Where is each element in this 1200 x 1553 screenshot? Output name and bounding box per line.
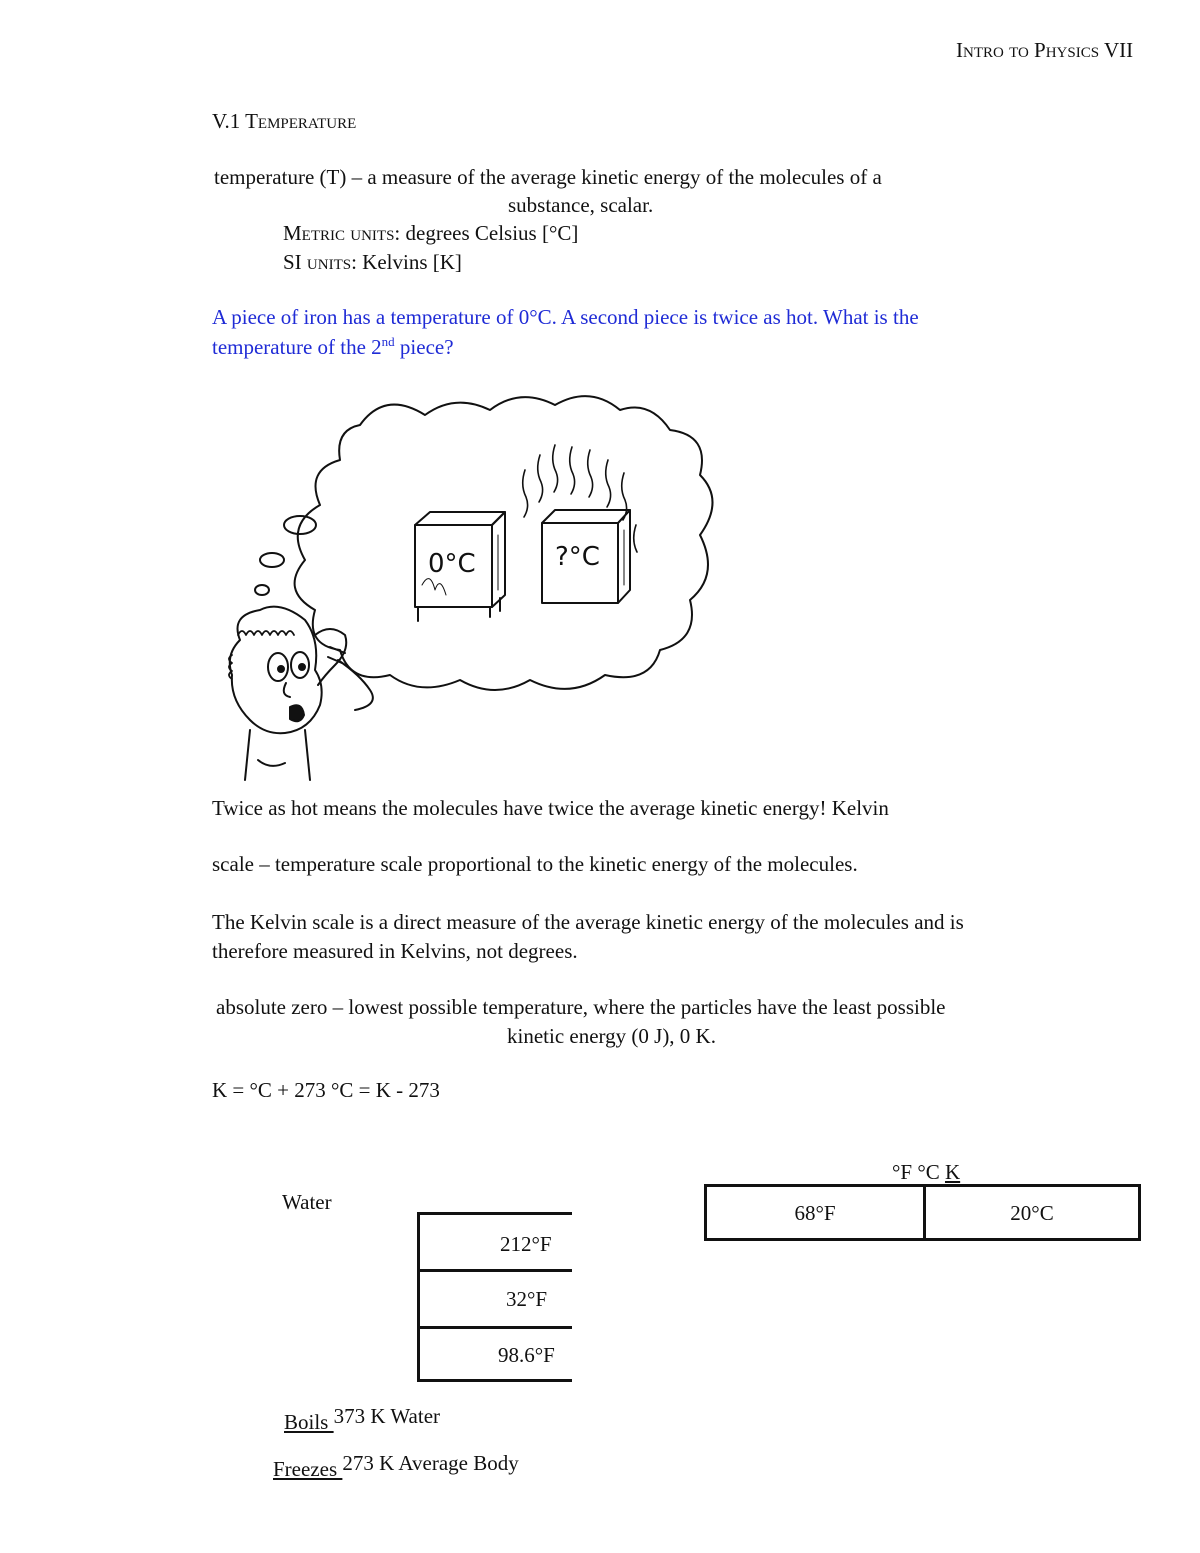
question-line2-post: piece? bbox=[394, 335, 454, 359]
water-row-boiling bbox=[420, 1212, 572, 1269]
twice-as-hot-text: Twice as hot means the molecules have twice the average kinetic energy! Kelvin bbox=[212, 796, 889, 820]
question-line2-pre: temperature of the 2 bbox=[212, 335, 382, 359]
unit-table-header bbox=[892, 1160, 960, 1185]
unit-cell-celsius bbox=[926, 1187, 1138, 1238]
water-row-body-value: 98.6°F bbox=[498, 1343, 555, 1367]
section-title: V.1 Temperature bbox=[212, 109, 357, 133]
kelvin-direct-line2: therefore measured in Kelvins, not degrees. bbox=[212, 939, 578, 963]
water-row-freezing-value: 32°F bbox=[506, 1287, 548, 1311]
si-units-label: SI units bbox=[283, 250, 352, 274]
freezes-value: 273 K Average Body bbox=[342, 1451, 519, 1475]
water-row-freezing bbox=[420, 1269, 572, 1326]
unit-conversion-table bbox=[704, 1184, 1141, 1241]
kelvin-scale-definition: scale – temperature scale proportional to the kinetic energy of the molecules. bbox=[212, 852, 858, 876]
course-header: Intro to Physics VII bbox=[956, 38, 1134, 62]
temperature-definition-line2: substance, scalar. bbox=[508, 193, 654, 217]
freezes-label: Freezes bbox=[273, 1457, 343, 1481]
absolute-zero-line2: kinetic energy (0 J), 0 K. bbox=[507, 1024, 716, 1048]
unit-cell-celsius-value: 20°C bbox=[1010, 1201, 1054, 1225]
puzzled-person bbox=[229, 607, 373, 780]
cube-0c-label: 0°C bbox=[428, 549, 476, 579]
thought-cloud bbox=[295, 396, 713, 690]
kelvin-direct-line1: The Kelvin scale is a direct measure of the average kinetic energy of the molecules and is bbox=[212, 910, 964, 934]
boils-value: 373 K Water bbox=[333, 1404, 441, 1428]
boils-label: Boils bbox=[284, 1410, 334, 1434]
water-row-body bbox=[420, 1326, 572, 1382]
metric-units-label: Metric units bbox=[283, 221, 395, 245]
absolute-zero-line1: absolute zero – lowest possible temperature, where the particles have the least possible bbox=[216, 995, 946, 1019]
si-units-line bbox=[283, 250, 462, 275]
thought-bubble-small bbox=[255, 585, 269, 595]
thought-bubble-medium bbox=[260, 553, 284, 567]
unit-cell-fahrenheit-value: 68°F bbox=[794, 1201, 836, 1225]
si-units-value: : Kelvins [K] bbox=[351, 250, 462, 274]
heat-lines-icon bbox=[523, 445, 637, 552]
unit-table-header-k: K bbox=[944, 1160, 961, 1184]
thinking-person-illustration bbox=[210, 385, 730, 790]
temperature-definition-line1: temperature (T) – a measure of the average kinetic energy of the molecules of a bbox=[214, 165, 882, 189]
cube-unknown-label: ?°C bbox=[555, 542, 600, 572]
question-line1: A piece of iron has a temperature of 0°C. A second piece is twice as hot. What is the bbox=[212, 305, 919, 329]
metric-units-value: : degrees Celsius [°C] bbox=[394, 221, 579, 245]
water-temperature-table bbox=[417, 1212, 572, 1382]
conversion-formula: K = °C + 273 °C = K - 273 bbox=[212, 1078, 440, 1102]
boils-line bbox=[284, 1404, 441, 1434]
water-row-boiling-value: 212°F bbox=[500, 1232, 552, 1256]
unit-table-header-plain: °F °C bbox=[892, 1160, 945, 1184]
freezes-line bbox=[273, 1451, 519, 1481]
question-line2 bbox=[212, 335, 454, 360]
water-label: Water bbox=[282, 1190, 332, 1214]
metric-units-line bbox=[283, 221, 578, 246]
question-line2-sup: nd bbox=[381, 334, 395, 349]
unit-cell-fahrenheit bbox=[707, 1187, 926, 1238]
